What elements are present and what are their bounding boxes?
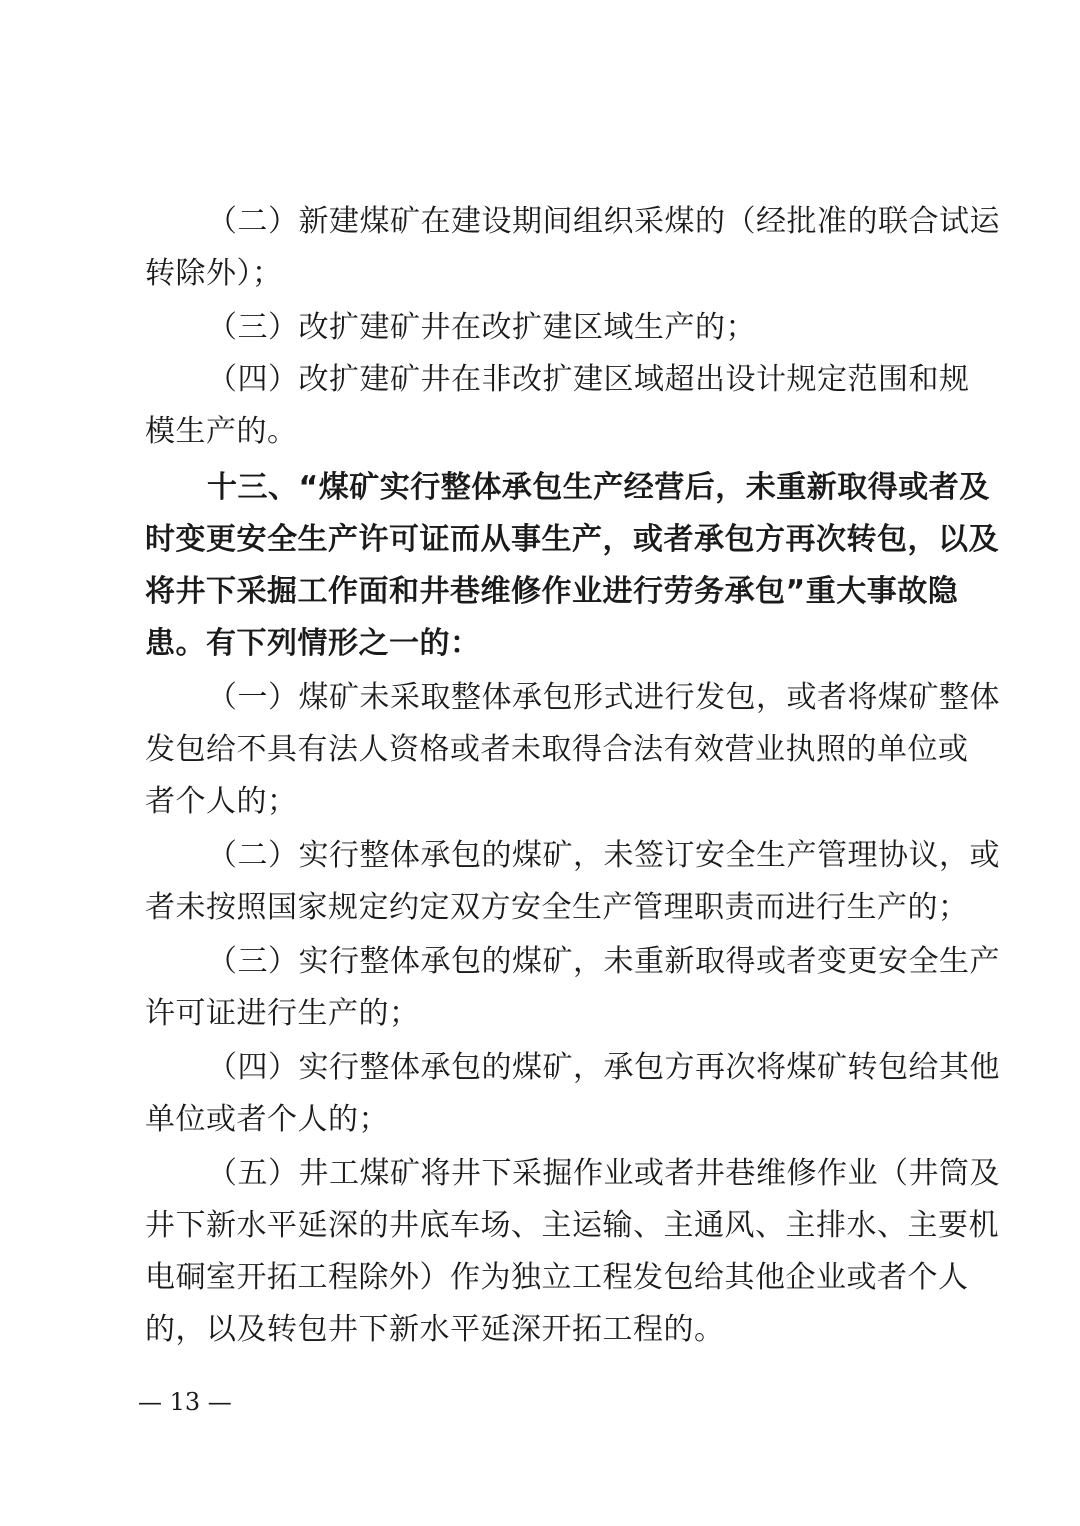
section-13-heading-line-4: 患。有下列情形之一的： xyxy=(145,626,481,661)
item-2-line-1: （二）实行整体承包的煤矿，未签订安全生产管理协议，或 xyxy=(207,838,1000,873)
paragraph-2-line-1: （二）新建煤矿在建设期间组织采煤的（经批准的联合试运 xyxy=(207,204,1000,239)
item-4-line-1: （四）实行整体承包的煤矿，承包方再次将煤矿转包给其他 xyxy=(207,1050,1000,1085)
paragraph-4-line-1: （四）改扩建矿井在非改扩建区域超出设计规定范围和规 xyxy=(207,362,970,397)
item-1-line-2: 发包给不具有法人资格或者未取得合法有效营业执照的单位或 xyxy=(145,732,969,767)
paragraph-2-line-2: 转除外）； xyxy=(145,256,283,291)
item-5-line-3: 电硐室开拓工程除外）作为独立工程发包给其他企业或者个人 xyxy=(145,1260,969,1295)
section-13-heading-line-3: 将井下采掘工作面和井巷维修作业进行劳务承包”重大事故隐 xyxy=(145,574,959,609)
item-3-line-1: （三）实行整体承包的煤矿，未重新取得或者变更安全生产 xyxy=(207,944,1000,979)
paragraph-3-line-1: （三）改扩建矿井在改扩建区域生产的； xyxy=(207,310,756,345)
item-3-line-2: 许可证进行生产的； xyxy=(145,996,420,1031)
item-5-line-1: （五）井工煤矿将井下采掘作业或者井巷维修作业（井筒及 xyxy=(207,1156,1000,1191)
item-1-line-3: 者个人的； xyxy=(145,784,298,819)
item-5-line-2: 井下新水平延深的井底车场、主运输、主通风、主排水、主要机 xyxy=(145,1208,999,1243)
section-13-heading-line-1: 十三、“煤矿实行整体承包生产经营后，未重新取得或者及 xyxy=(207,470,990,505)
item-4-line-2: 单位或者个人的； xyxy=(145,1102,389,1137)
page-number: — 13 — xyxy=(138,1388,232,1416)
item-2-line-2: 者未按照国家规定约定双方安全生产管理职责而进行生产的； xyxy=(145,890,969,925)
item-5-line-4: 的，以及转包井下新水平延深开拓工程的。 xyxy=(145,1312,725,1347)
section-13-heading-line-2: 时变更安全生产许可证而从事生产，或者承包方再次转包，以及 xyxy=(145,522,999,557)
paragraph-4-line-2: 模生产的。 xyxy=(145,414,298,449)
item-1-line-1: （一）煤矿未采取整体承包形式进行发包，或者将煤矿整体 xyxy=(207,680,1000,715)
